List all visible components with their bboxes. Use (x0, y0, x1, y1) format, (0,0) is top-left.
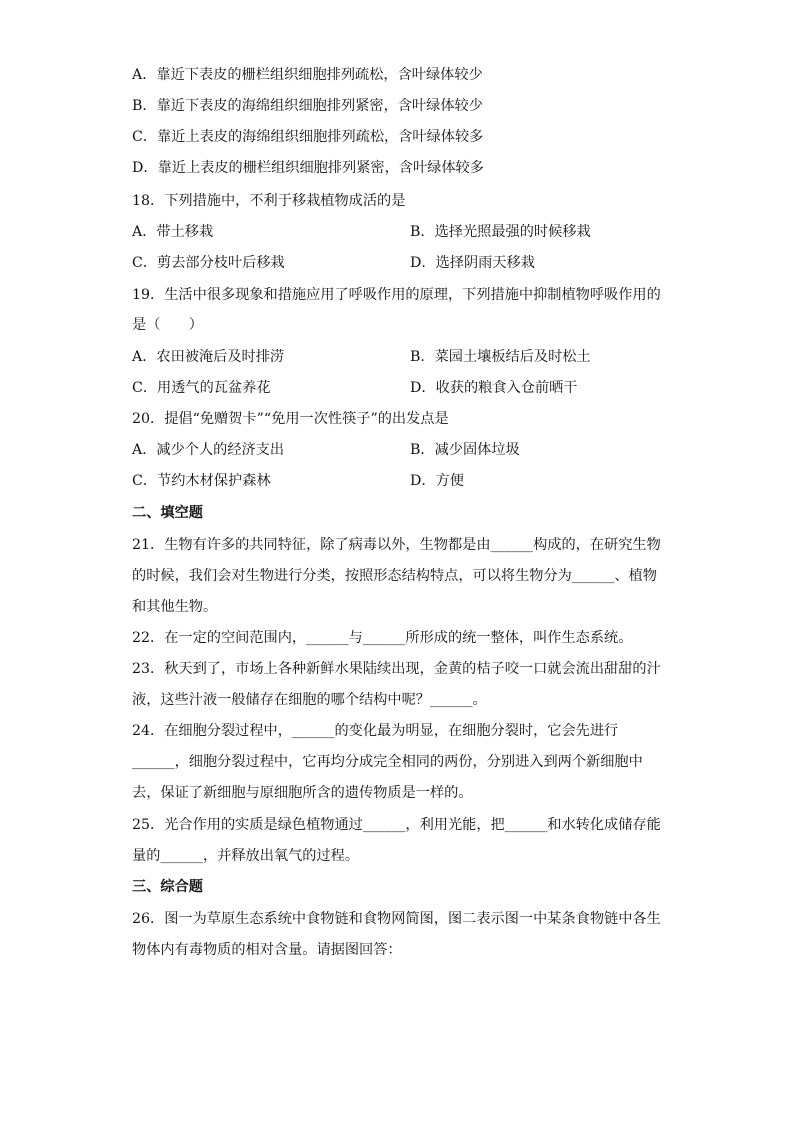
q18-option-a: A．带土移栽 (132, 224, 214, 240)
q19-option-d: D．收获的粮食入仓前晒干 (410, 380, 578, 396)
q24-line2: ______，细胞分裂过程中，它再均分成完全相同的两份，分别进入到两个新细胞中 (132, 754, 643, 770)
q18-option-d: D．选择阴雨天移栽 (410, 255, 535, 271)
q18-stem: 18．下列措施中，不利于移栽植物成活的是 (132, 193, 406, 209)
q20-option-c: C．节约木材保护森林 (132, 473, 271, 489)
section-heading-fill-in: 二、填空题 (132, 505, 203, 521)
q19-option-a: A．农田被淹后及时排涝 (132, 349, 285, 365)
q17-option-b: B．靠近下表皮的海绵组织细胞排列紧密，含叶绿体较少 (132, 98, 483, 114)
q20-option-d: D．方便 (410, 473, 464, 489)
q21-line3: 和其他生物。 (132, 599, 218, 615)
q18-option-b: B．选择光照最强的时候移栽 (410, 224, 591, 240)
q20-stem: 20．提倡“免赠贺卡”“免用一次性筷子”的出发点是 (132, 411, 449, 427)
section-heading-comprehensive: 三、综合题 (132, 879, 203, 895)
q22-line1: 22．在一定的空间范围内，______与______所形成的统一整体，叫作生态系统。 (132, 630, 633, 646)
q17-option-d: D．靠近上表皮的栅栏组织细胞排列紧密，含叶绿体较多 (132, 160, 484, 176)
q17-option-a: A．靠近下表皮的栅栏组织细胞排列疏松，含叶绿体较少 (132, 67, 483, 83)
q19-option-c: C．用透气的瓦盆养花 (132, 380, 271, 396)
q17-option-c: C．靠近上表皮的海绵组织细胞排列疏松，含叶绿体较多 (132, 129, 484, 145)
q23-line2: 液，这些汁液一般储存在细胞的哪个结构中呢？______。 (132, 692, 487, 708)
q20-option-b: B．减少固体垃圾 (410, 442, 520, 458)
q19-stem-line2: 是（ ） (132, 317, 203, 333)
q24-line1: 24．在细胞分裂过程中，______的变化最为明显，在细胞分裂时，它会先进行 (132, 723, 619, 739)
q19-option-b: B．菜园土壤板结后及时松土 (410, 349, 591, 365)
q20-option-a: A．减少个人的经济支出 (132, 442, 285, 458)
q21-line2: 的时候，我们会对生物进行分类，按照形态结构特点，可以将生物分为______、植物 (132, 568, 657, 584)
q26-line2: 物体内有毒物质的相对含量。请据图回答： (132, 942, 402, 958)
q19-stem-line1: 19．生活中很多现象和措施应用了呼吸作用的原理，下列措施中抑制植物呼吸作用的 (132, 287, 661, 303)
q25-line2: 量的______，并释放出氧气的过程。 (132, 848, 360, 864)
q26-line1: 26．图一为草原生态系统中食物链和食物网简图，图二表示图一中某条食物链中各生 (132, 911, 661, 927)
q18-option-c: C．剪去部分枝叶后移栽 (132, 255, 285, 271)
q21-line1: 21．生物有许多的共同特征，除了病毒以外，生物都是由______构成的，在研究生物 (132, 537, 661, 553)
q23-line1: 23．秋天到了，市场上各种新鲜水果陆续出现，金黄的桔子咬一口就会流出甜甜的汁 (132, 661, 661, 677)
q25-line1: 25．光合作用的实质是绿色植物通过______，利用光能，把______和水转化成储存能 (132, 817, 661, 833)
q24-line3: 去，保证了新细胞与原细胞所含的遗传物质是一样的。 (132, 785, 473, 801)
